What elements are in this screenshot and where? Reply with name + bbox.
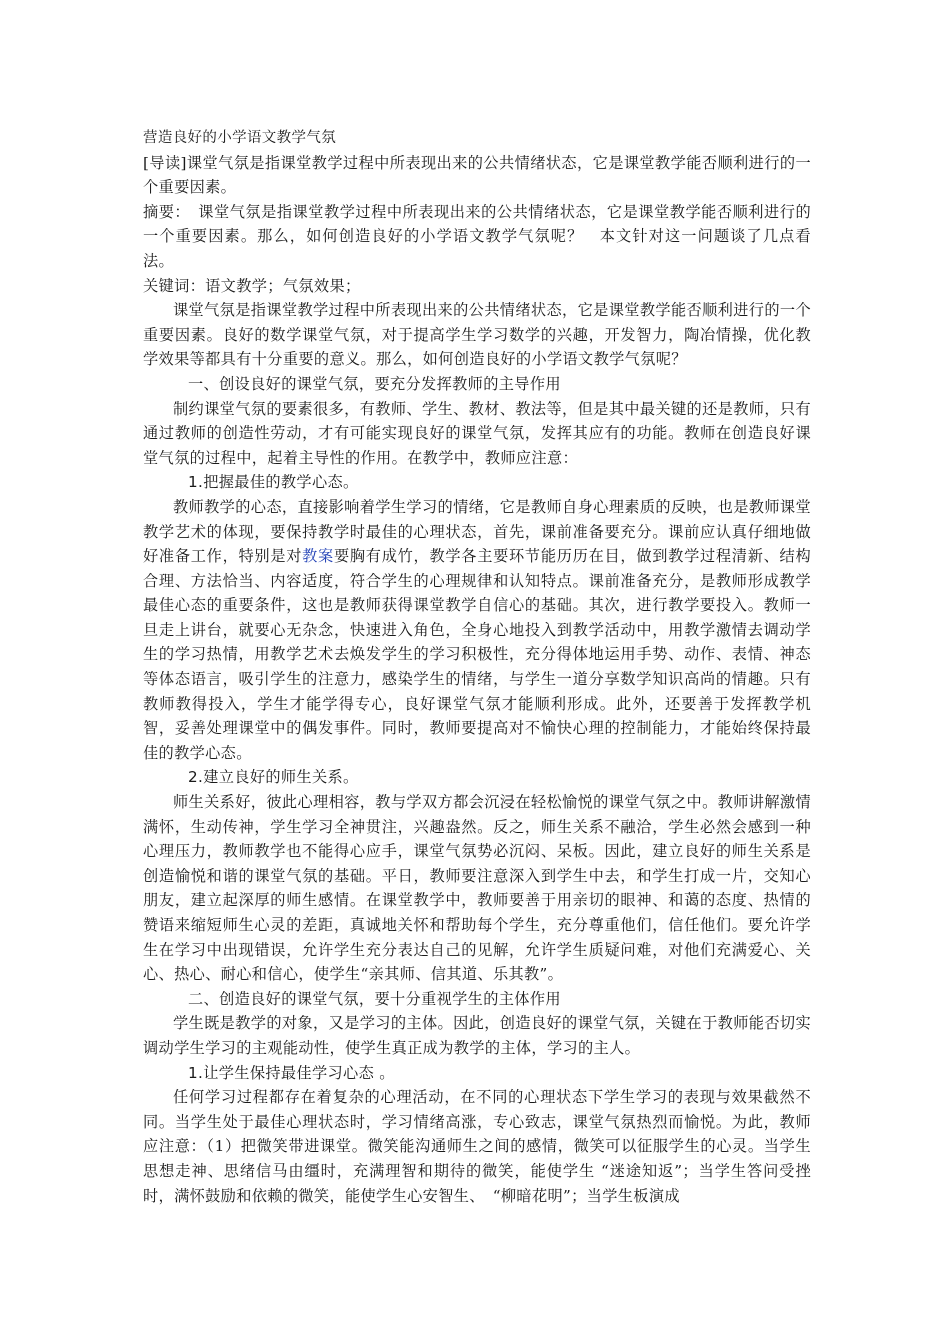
paragraph-6: 任何学习过程都存在着复杂的心理活动，在不同的心理状态下学生学习的表现与效果截然不同。当学生处于最佳心理状态时，学习情绪高涨，专心致志，课堂气氛热烈而愉悦。为此，教师应注意：（1）把微笑带进课堂。微笑能沟通师生之间的感情，微笑可以征服学生的心灵。当学生思想走神、思绪信马由缰时，充满理智和期待的微笑，能使学生 “迷途知返”；当学生答问受挫时，满怀鼓励和依赖的微笑，能使学生心安智生、 “柳暗花明”；当学生板演成 [143, 1088, 811, 1205]
subheading-1-text: 把握最佳的教学心态。 [203, 473, 359, 492]
keywords-line: 关键词：语文教学；气氛效果； [143, 276, 361, 295]
subheading-2-text: 建立良好的师生关系。 [203, 768, 359, 787]
paragraph-5: 学生既是教学的对象，又是学习的主体。因此，创造良好的课堂气氛，关键在于教师能否切实调动学生学习的主观能动性，使学生真正成为教学的主体，学习的主人。 [143, 1014, 811, 1057]
subheading-2 [143, 765, 811, 790]
paragraph-3 [143, 495, 811, 766]
subheading-3-number: 1. [188, 1063, 204, 1082]
paragraph-3-part-b: 要胸有成竹，教学各主要环节能历历在目，做到教学过程清新、结构合理、方法恰当、内容适度，符合学生的心理规律和认知特点。课前准备充分，是教师形成教学最佳心态的重要条件，这也是教师获得课堂教学自信心的基础。其次，进行教学要投入。教师一旦走上讲台，就要心无杂念，快速进入角色，全身心地投入到教学活动中，用教学激情去调动学生的学习热情，用教学艺术去焕发学生的学习积极性，充分得体地运用手势、动作、表情、神态等体态语言，吸引学生的注意力，感染学生的情绪，与学生一道分享数学知识高尚的情趣。只有教师教得投入，学生才能学得专心，良好课堂气氛才能顺利形成。此外，还要善于发挥教学机智，妥善处理课堂中的偶发事件。同时，教师要提高对不愉快心理的控制能力，才能始终保持最佳的教学心态。 [143, 547, 812, 762]
subheading-3 [143, 1061, 811, 1086]
subheading-1 [143, 470, 811, 495]
paragraph-1: 课堂气氛是指课堂教学过程中所表现出来的公共情绪状态，它是课堂教学能否顺利进行的一个重要因素。良好的数学课堂气氛，对于提高学生学习数学的兴趣，开发智力，陶冶情操，优化教学效果等都具有十分重要的意义。那么，如何创造良好的小学语文教学气氛呢？ [143, 301, 811, 369]
intro-paragraph: [导读]课堂气氛是指课堂教学过程中所表现出来的公共情绪状态，它是课堂教学能否顺利进行的一个重要因素。 [143, 153, 811, 197]
paragraph-2: 制约课堂气氛的要素很多，有教师、学生、教材、教法等，但是其中最关键的还是教师，只有通过教师的创造性劳动，才有可能实现良好的课堂气氛，发挥其应有的功能。教师在创造良好课堂气氛的过程中，起着主导性的作用。在教学中，教师应注意： [143, 399, 811, 467]
document-title: 营造良好的小学语文教学气氛 [143, 130, 337, 146]
paragraph-3-part-a: 教师教学的心态，直接影响着学生学习的情绪，它是教师自身心理素质的反映，也是教师课堂教学艺术的体现，要保持教学时最佳的心理状态，首先，课前准备要充分。课前应认真仔细地做好准备工作，特别是对 [143, 497, 811, 566]
lesson-plan-link[interactable]: 教案 [302, 547, 334, 566]
abstract-paragraph: 摘要： 课堂气氛是指课堂教学过程中所表现出来的公共情绪状态，它是课堂教学能否顺利进行的一个重要因素。那么，如何创造良好的小学语文教学气氛呢？ 本文针对这一问题谈了几点看法。 [143, 202, 811, 270]
document-body [143, 126, 811, 1208]
subheading-2-number: 2. [188, 768, 204, 787]
subheading-3-text: 让学生保持最佳学习心态 。 [203, 1063, 395, 1082]
paragraph-4: 师生关系好，彼此心理相容，教与学双方都会沉浸在轻松愉悦的课堂气氛之中。教师讲解激情满怀，生动传神，学生学习全神贯注，兴趣盎然。反之，师生关系不融洽，学生必然会感到一种心理压力，教师教学也不能得心应手，课堂气氛势必沉闷、呆板。因此，建立良好的师生关系是创造愉悦和谐的课堂气氛的基础。平日，教师要注意深入到学生中去，和学生打成一片，交知心朋友，建立起深厚的师生感情。在课堂教学中，教师要善于用亲切的眼神、和蔼的态度、热情的赞语来缩短师生心灵的差距，真诚地关怀和帮助每个学生，充分尊重他们，信任他们。要允许学生在学习中出现错误，允许学生充分表达自己的见解，允许学生质疑问难，对他们充满爱心、关心、热心、耐心和信心，使学生“亲其师、信其道、乐其教”。 [143, 793, 811, 984]
section-heading-2: 二、创造良好的课堂气氛，要十分重视学生的主体作用 [188, 989, 561, 1008]
subheading-1-number: 1. [188, 473, 204, 492]
section-heading-1: 一、创设良好的课堂气氛，要充分发挥教师的主导作用 [188, 374, 561, 393]
